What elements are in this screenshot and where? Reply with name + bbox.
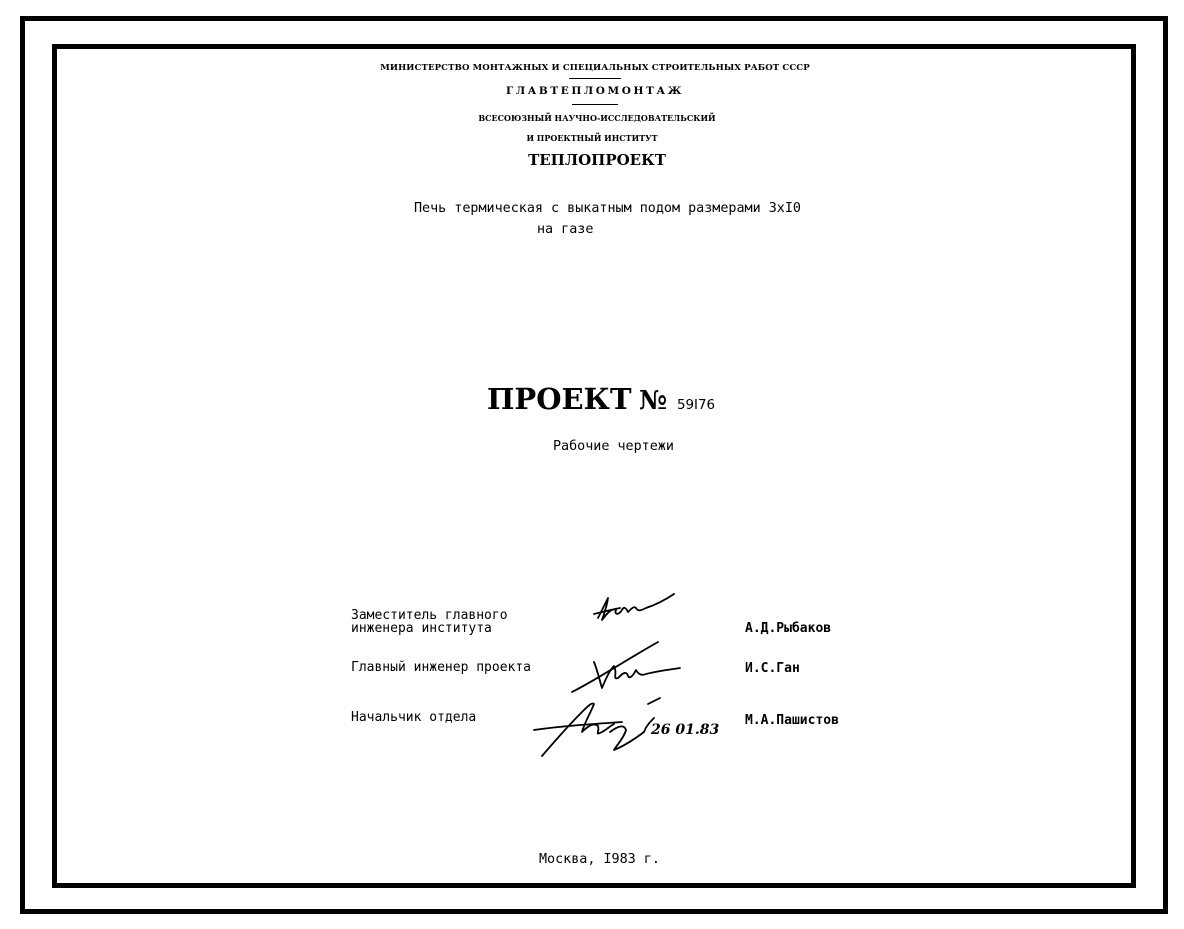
glavk-name: ГЛАВТЕПЛОМОНТАЖ bbox=[506, 85, 684, 97]
institute-line-2: И ПРОЕКТНЫЙ ИНСТИТУТ bbox=[526, 133, 658, 143]
project-stage: Рабочие чертежи bbox=[553, 439, 674, 454]
signatory-name: М.А.Пашистов bbox=[745, 713, 839, 728]
divider bbox=[569, 78, 621, 79]
inner-frame bbox=[52, 44, 1136, 888]
signatory-name: И.С.Ган bbox=[745, 661, 800, 676]
signatory-position: Начальчик отдела bbox=[351, 710, 477, 725]
signatory-name: А.Д.Рыбаков bbox=[745, 621, 832, 636]
signature-pashistov bbox=[532, 696, 662, 758]
organization-name: ТЕПЛОПРОЕКТ bbox=[528, 151, 666, 169]
signatory-position: инженера института bbox=[351, 621, 492, 636]
number-sign: № bbox=[639, 386, 668, 416]
project-number: 59I76 bbox=[677, 398, 716, 413]
signatory-position: Заместитель главного bbox=[351, 608, 508, 623]
signature-rybakov bbox=[590, 590, 680, 626]
signature-gan bbox=[566, 640, 684, 698]
divider bbox=[572, 104, 618, 105]
project-label: ПРОЕКТ bbox=[487, 382, 632, 416]
signature-date: 26 01.83 bbox=[651, 722, 720, 738]
footer-city-year: Москва, I983 г. bbox=[539, 852, 660, 867]
ministry-header: МИНИСТЕРСТВО МОНТАЖНЫХ И СПЕЦИАЛЬНЫХ СТРОИТЕЛЬНЫХ РАБОТ СССР bbox=[380, 63, 810, 73]
institute-line-1: ВСЕСОЮЗНЫЙ НАУЧНО-ИССЛЕДОВАТЕЛЬСКИЙ bbox=[478, 113, 716, 123]
subject-title-line-1: Печь термическая с выкатным подом размерами 3хI0 bbox=[414, 201, 801, 216]
subject-title-line-2: на газе bbox=[537, 222, 594, 237]
signatory-position: Главный инженер проекта bbox=[351, 660, 532, 675]
